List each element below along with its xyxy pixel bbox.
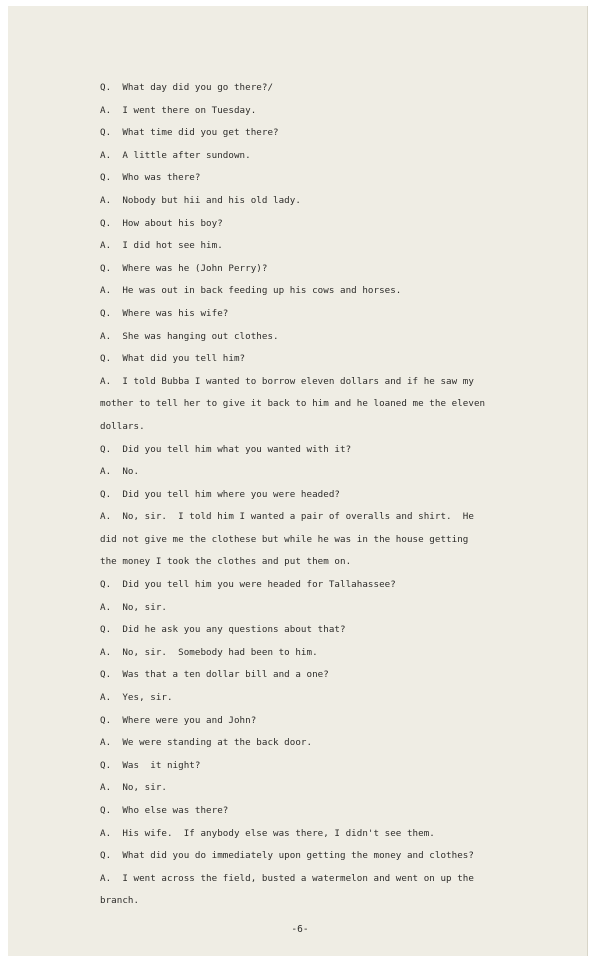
transcript-line: Q. Where was his wife?: [100, 307, 229, 319]
transcript-line: branch.: [100, 895, 140, 907]
transcript-line: A. I told Bubba I wanted to borrow eleven dollars and if he saw my: [100, 375, 474, 387]
transcript-line: A. I went there on Tuesday.: [100, 104, 257, 116]
transcript-line: Q. Where were you and John?: [100, 714, 257, 726]
transcript-line: A. His wife. If anybody else was there, I didn't see them.: [100, 827, 435, 839]
transcript-line: A. He was out in back feeding up his cows and horses.: [100, 285, 402, 297]
transcript-line: A. She was hanging out clothes.: [100, 330, 279, 342]
transcript-line: A. I did hot see him.: [100, 240, 223, 252]
page-number: -6-: [291, 924, 309, 935]
transcript-line: A. Yes, sir.: [100, 692, 173, 704]
transcript-line: A. A little after sundown.: [100, 149, 251, 161]
transcript-line: Q. Who was there?: [100, 172, 201, 184]
transcript-line: Q. Who else was there?: [100, 805, 229, 816]
transcript-line: A. We were standing at the back door.: [100, 737, 313, 749]
transcript-line: mother to tell her to give it back to him and he loaned me the eleven: [100, 398, 486, 410]
transcript-lines: [100, 77, 520, 913]
transcript-line: A. No, sir. I told him I wanted a pair of overalls and shirt. He: [100, 511, 474, 523]
transcript-line: A. Nobody but hii and his old lady.: [100, 194, 301, 206]
transcript-line: Q. Was that a ten dollar bill and a one?: [100, 669, 329, 681]
transcript-line: Q. Did you tell him you were headed for Tallahassee?: [100, 579, 396, 591]
transcript-line: Q. Did you tell him what you wanted with it?: [100, 443, 352, 455]
transcript-line: Q. What day did you go there?/: [100, 82, 274, 93]
transcript-line: did not give me the clothese but while he was in the house getting: [100, 533, 469, 545]
transcript-line: Q. What time did you get there?: [100, 127, 279, 139]
transcript-line: Q. Did he ask you any questions about that?: [100, 624, 346, 636]
transcript-line: dollars.: [100, 420, 145, 432]
transcript-line: A. No, sir. Somebody had been to him.: [100, 646, 318, 658]
transcript-line: A. No, sir.: [100, 782, 167, 794]
transcript-line: Q. Did you tell him where you were headed?: [100, 488, 340, 500]
transcript-line: Q. What did you tell him?: [100, 353, 246, 365]
transcript-line: Q. What did you do immediately upon getting the money and clothes?: [100, 850, 474, 862]
transcript-line: A. No.: [100, 466, 140, 478]
transcript-line: the money I took the clothes and put them on.: [100, 556, 352, 568]
transcript-line: Q. Where was he (John Perry)?: [100, 262, 268, 274]
transcript-line: A. No, sir.: [100, 601, 167, 613]
transcript-line: Q. Was it night?: [100, 759, 201, 771]
transcript-line: Q. How about his boy?: [100, 217, 223, 229]
transcript-line: A. I went across the field, busted a watermelon and went on up the: [100, 872, 474, 884]
